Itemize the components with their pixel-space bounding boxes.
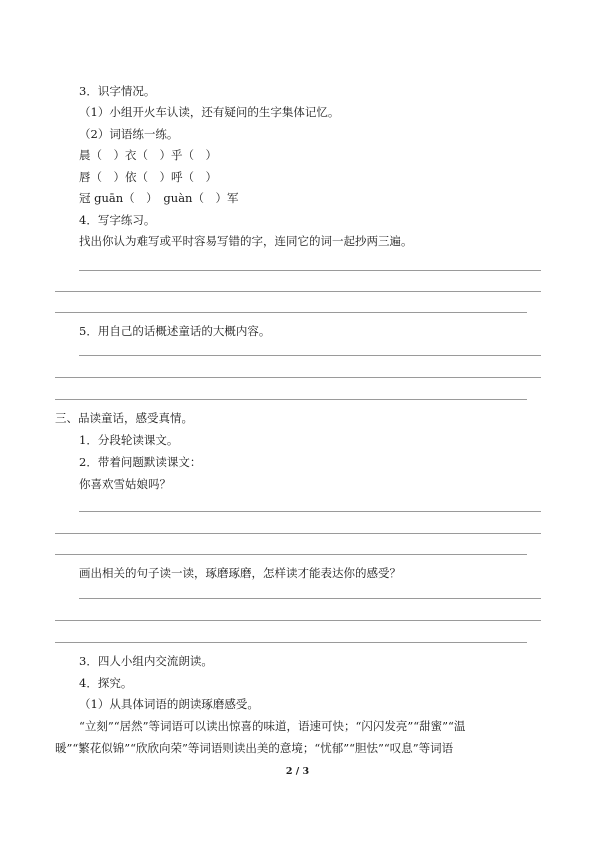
question-1: 你喜欢雪姑娘吗？ — [79, 477, 171, 491]
writing-line[interactable] — [79, 355, 541, 356]
section-3-item-1: （1）小组开火车认读，还有疑问的生字集体记忆。 — [79, 105, 340, 119]
character-row-3: 冠 guān（ ） guàn（ ）军 — [79, 191, 239, 205]
section-3-heading: 3．识字情况。 — [79, 84, 156, 98]
writing-line[interactable] — [79, 511, 541, 512]
part-3-heading: 三、品读童话，感受真情。 — [55, 411, 193, 425]
writing-line[interactable] — [55, 533, 541, 534]
section-4-heading: 4．写字练习。 — [79, 213, 156, 227]
question-2: 画出相关的句子读一读，琢磨琢磨，怎样读才能表达你的感受？ — [79, 566, 401, 580]
writing-line[interactable] — [55, 620, 541, 621]
part-3-step-4-item-1: （1）从具体词语的朗读琢磨感受。 — [79, 697, 259, 711]
section-5-heading: 5．用自己的话概述童话的大概内容。 — [79, 324, 271, 338]
writing-line[interactable] — [55, 554, 527, 555]
writing-line[interactable] — [79, 598, 541, 599]
part-3-step-1: 1．分段轮读课文。 — [79, 433, 179, 447]
character-row-2: 唇（ ）依（ ）呼（ ） — [79, 170, 217, 184]
writing-line[interactable] — [55, 377, 541, 378]
writing-line[interactable] — [55, 312, 527, 313]
part-3-step-3: 3．四人小组内交流朗读。 — [79, 654, 213, 668]
writing-line[interactable] — [55, 399, 527, 400]
character-row-1: 晨（ ）衣（ ）乎（ ） — [79, 148, 217, 162]
section-3-item-2: （2）词语练一练。 — [79, 127, 179, 141]
writing-line[interactable] — [79, 270, 541, 271]
writing-line[interactable] — [55, 291, 541, 292]
page-number: 2 / 3 — [285, 766, 310, 777]
writing-line[interactable] — [55, 642, 527, 643]
paragraph-line-1: “立刻”“居然”等词语可以读出惊喜的味道，语速可快；“闪闪发亮”“甜蜜”“温 — [79, 719, 466, 733]
part-3-step-4: 4．探究。 — [79, 676, 133, 690]
part-3-step-2: 2．带着问题默读课文： — [79, 455, 202, 469]
section-4-instruction: 找出你认为难写或平时容易写错的字，连同它的词一起抄两三遍。 — [79, 234, 413, 248]
paragraph-line-2: 暖”“繁花似锦”“欣欣向荣”等词语则读出美的意境；“忧郁”“胆怯”“叹息”等词语 — [55, 741, 454, 755]
